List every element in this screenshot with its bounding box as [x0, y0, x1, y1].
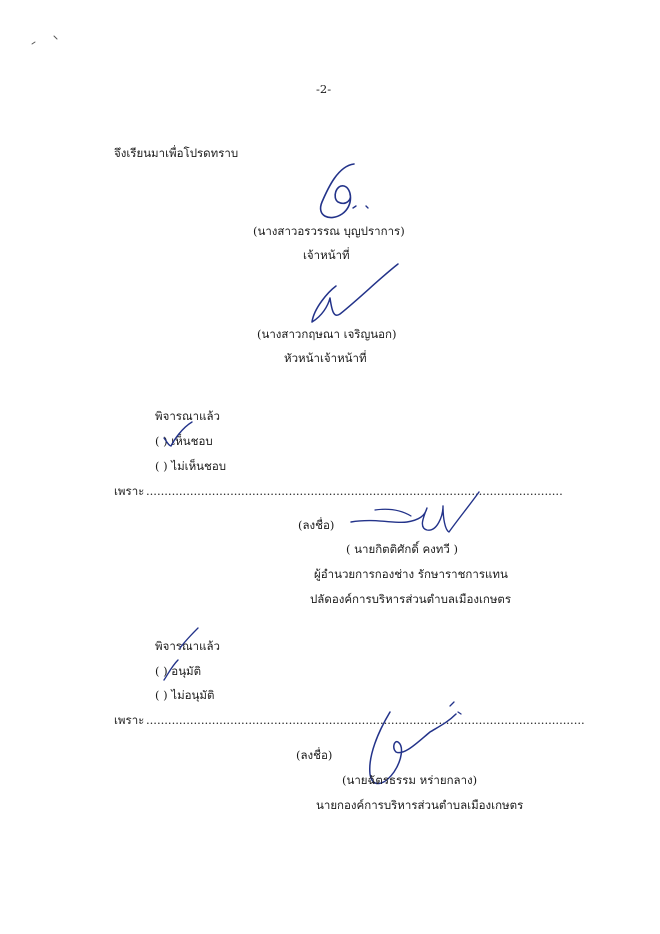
- review1-reason-line: ..................................................................................................................: [146, 484, 563, 498]
- review2-reason-label: เพราะ: [114, 713, 145, 727]
- review2-option-approve: ( ) อนุมัติ: [155, 664, 202, 678]
- signer-2-title: หัวหน้าเจ้าหน้าที่: [284, 351, 367, 365]
- review1-option-disagree: ( ) ไม่เห็นชอบ: [155, 459, 227, 473]
- review2-heading-mark: [174, 626, 204, 652]
- review2-reason-line: ........................................................................................................................: [146, 713, 585, 727]
- review1-signed-label: (ลงชื่อ): [298, 518, 335, 532]
- page-number: -2-: [316, 82, 332, 96]
- signer-2-name: (นางสาวกฤษณา เจริญนอก): [257, 327, 397, 341]
- review1-reason-label: เพราะ: [114, 484, 145, 498]
- review2-position: นายกองค์การบริหารส่วนตำบลเมืองเกษตร: [316, 798, 524, 812]
- closing-text: จึงเรียนมาเพื่อโปรดทราบ: [114, 146, 239, 160]
- review1-heading: พิจารณาแล้ว: [155, 409, 220, 423]
- review2-heading: พิจารณาแล้ว: [155, 639, 220, 653]
- review1-position-2: ปลัดองค์การบริหารส่วนตำบลเมืองเกษตร: [310, 592, 512, 606]
- signature-2: [300, 258, 410, 328]
- scan-mark: [28, 30, 68, 50]
- signer-1-name: (นางสาวอรวรรณ บุญปราการ): [253, 224, 405, 238]
- review1-position-1: ผู้อำนวยการกองช่าง รักษาราชการแทน: [314, 567, 508, 581]
- review2-signed-label: (ลงชื่อ): [296, 748, 333, 762]
- checkmark-agree-icon: [158, 420, 198, 450]
- review1-name: ( นายกิตติศักดิ์ คงทวี ): [346, 542, 458, 556]
- review2-option-reject: ( ) ไม่อนุมัติ: [155, 688, 215, 702]
- review2-name: (นายฉัตรธรรม หร่ายกลาง): [342, 773, 478, 787]
- checkmark-approve-icon: [158, 656, 188, 686]
- review1-option-agree: ( ) เห็นชอบ: [155, 434, 213, 448]
- signer-1-title: เจ้าหน้าที่: [303, 248, 350, 262]
- signature-1: [308, 158, 388, 228]
- signature-3: [345, 488, 485, 544]
